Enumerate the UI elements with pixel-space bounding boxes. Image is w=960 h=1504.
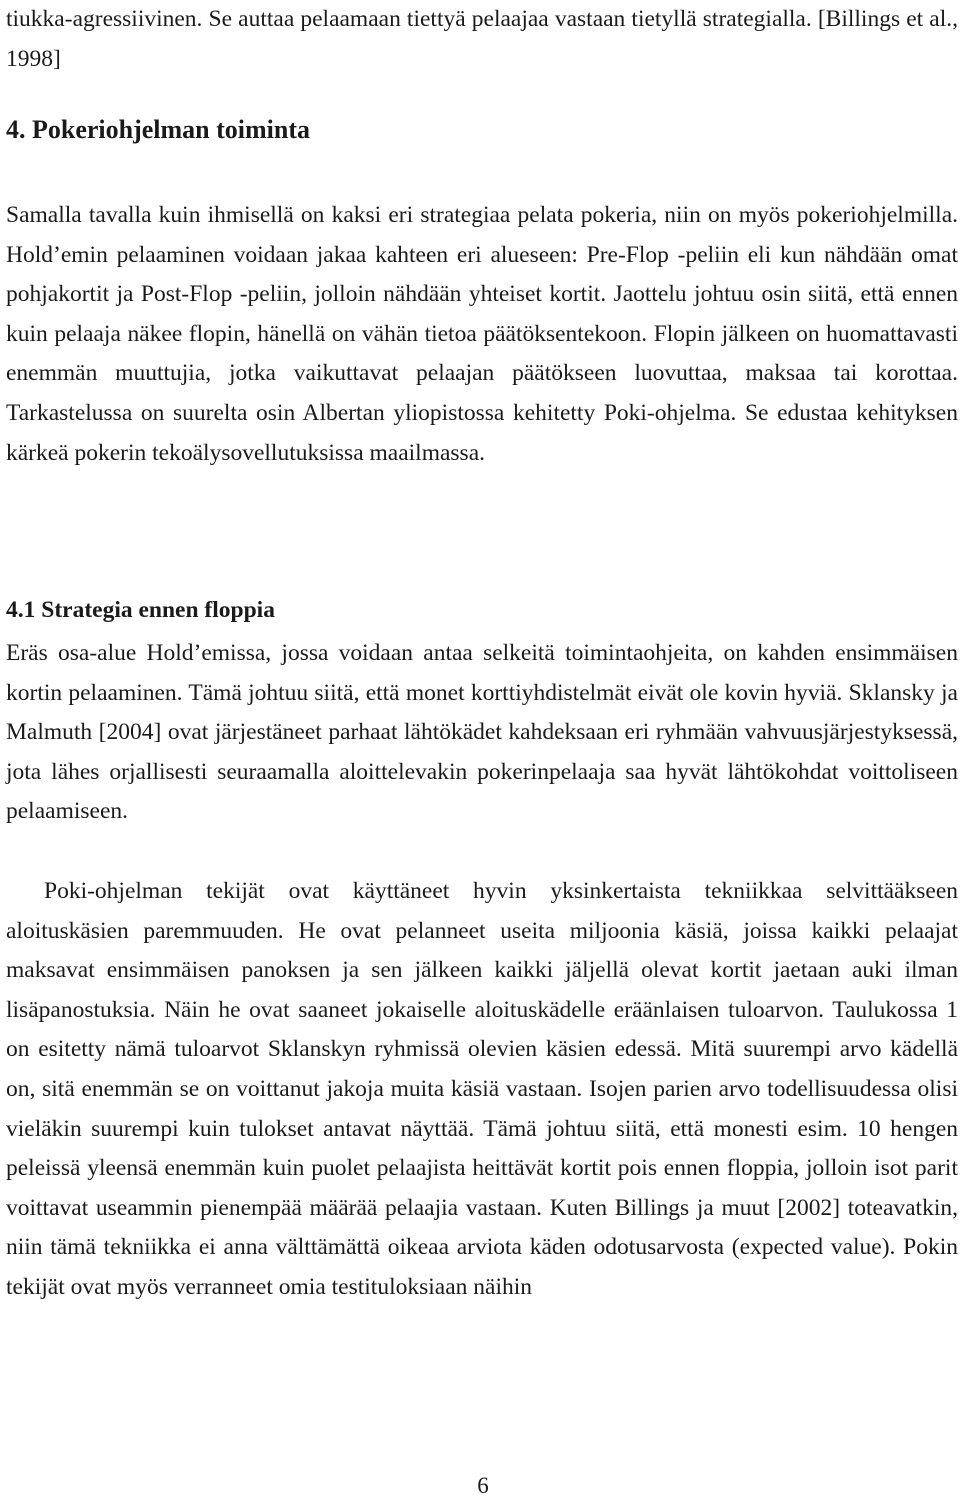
- section-heading: 4. Pokeriohjelman toiminta: [6, 115, 311, 144]
- subsection-paragraph-1: Eräs osa-alue Hold’emissa, jossa voidaan antaa selkeitä toimintaohjeita, on kahden ensimmäisen kortin pelaaminen. Tämä johtuu siitä, että monet korttiyhdistelmät eivät ole kovin hyviä. Sklansky ja Malmuth [2004] ovat järjestäneet parhaat lähtökädet kahdeksaan eri ryhmään vahvuusjärjestyksessä, jota lähes orjallisesti seuraamalla aloittelevakin pokerinpelaaja saa hyvät lähtökohdat voittoliseen pelaamiseen.: [6, 640, 958, 825]
- subsection-paragraph-2: Poki-ohjelman tekijät ovat käyttäneet hyvin yksinkertaista tekniikkaa selvittääkseen aloituskäsien paremmuuden. He ovat pelanneet useita miljoonia käsiä, joissa kaikki pelaajat maksavat ensimmäisen panoksen ja sen jälkeen kaikki jäljellä olevat kortit jaetaan auki ilman lisäpanostuksia. Näin he ovat saaneet jokaiselle aloituskädelle eräänlaisen tuloarvon. Taulukossa 1 on esitetty nämä tuloarvot Sklanskyn ryhmissä olevien käsien edessä. Mitä suurempi arvo kädellä on, sitä enemmän se on voittanut jakoja muita käsiä vastaan. Isojen parien arvo todellisuudessa olisi vieläkin suurempi kuin tulokset antavat näyttää. Tämä johtuu siitä, että monesti esim. 10 hengen peleissä yleensä enemmän kuin puolet pelaajista heittävät kortit pois ennen floppia, jolloin isot parit voittavat useammin pienempää määrää pelaajia vastaan. Kuten Billings ja muut [2002] toteavatkin, niin tämä tekniikka ei anna välttämättä oikeaa arviota käden odotusarvosta (expected value). Pokin tekijät ovat myös verranneet omia testituloksiaan näihin: [6, 878, 958, 1300]
- opening-paragraph: tiukka-agressiivinen. Se auttaa pelaamaan tiettyä pelaajaa vastaan tietyllä strategialla. [Billings et al., 1998]: [6, 6, 958, 72]
- subsection-heading: 4.1 Strategia ennen floppia: [6, 597, 275, 623]
- document-page: [6, 0, 960, 1504]
- page-number: 6: [477, 1473, 489, 1498]
- section-paragraph: Samalla tavalla kuin ihmisellä on kaksi eri strategiaa pelata pokeria, niin on myös pokeriohjelmilla. Hold’emin pelaaminen voidaan jakaa kahteen eri alueseen: Pre-Flop -peliin eli kun nähdään omat pohjakortit ja Post-Flop -peliin, jolloin nähdään yhteiset kortit. Jaottelu johtuu osin siitä, että ennen kuin pelaaja näkee flopin, hänellä on vähän tietoa päätöksentekoon. Flopin jälkeen on huomattavasti enemmän muuttujia, jotka vaikuttavat pelaajan päätökseen luovuttaa, maksaa tai korottaa. Tarkastelussa on suurelta osin Albertan yliopistossa kehitetty Poki-ohjelma. Se edustaa kehityksen kärkeä pokerin tekoälysovellutuksissa maailmassa.: [6, 202, 958, 466]
